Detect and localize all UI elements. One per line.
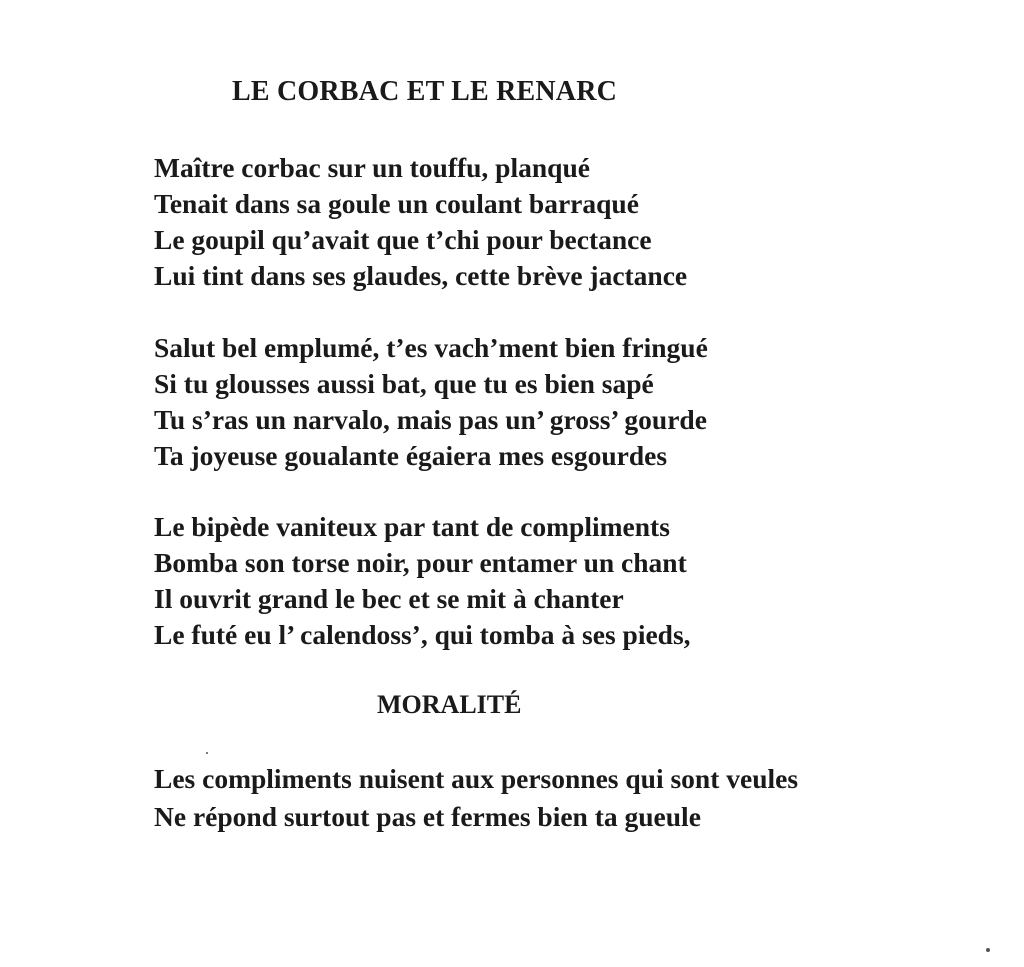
stanza-1 <box>154 150 687 294</box>
stanza-line: Il ouvrit grand le bec et se mit à chanter <box>154 583 624 614</box>
scan-speck <box>206 752 208 754</box>
stanza-line: Ta joyeuse goualante égaiera mes esgourdes <box>154 440 668 471</box>
moral-line: Les compliments nuisent aux personnes qui sont veules <box>154 763 799 794</box>
stanza-3 <box>154 509 691 653</box>
stanza-2 <box>154 330 708 474</box>
scan-speck <box>986 948 990 952</box>
stanza-line: Tenait dans sa goule un coulant barraqué <box>154 188 639 219</box>
moral-heading: MORALITÉ <box>377 690 522 719</box>
stanza-line: Bomba son torse noir, pour entamer un chant <box>154 547 687 578</box>
stanza-line: Tu s’ras un narvalo, mais pas un’ gross’ gourde <box>154 404 707 435</box>
stanza-line: Lui tint dans ses glaudes, cette brève jactance <box>154 260 688 291</box>
stanza-line: Le futé eu l’ calendoss’, qui tomba à ses pieds, <box>154 619 691 650</box>
poem-title: LE CORBAC ET LE RENARC <box>232 76 618 107</box>
moral-line: Ne répond surtout pas et fermes bien ta gueule <box>154 801 701 832</box>
stanza-line: Salut bel emplumé, t’es vach’ment bien fringué <box>154 332 708 363</box>
moral-stanza <box>154 760 798 836</box>
stanza-line: Le goupil qu’avait que t’chi pour bectance <box>154 224 652 255</box>
stanza-line: Maître corbac sur un touffu, planqué <box>154 152 590 183</box>
stanza-line: Le bipède vaniteux par tant de compliments <box>154 511 670 542</box>
stanza-line: Si tu glousses aussi bat, que tu es bien sapé <box>154 368 654 399</box>
